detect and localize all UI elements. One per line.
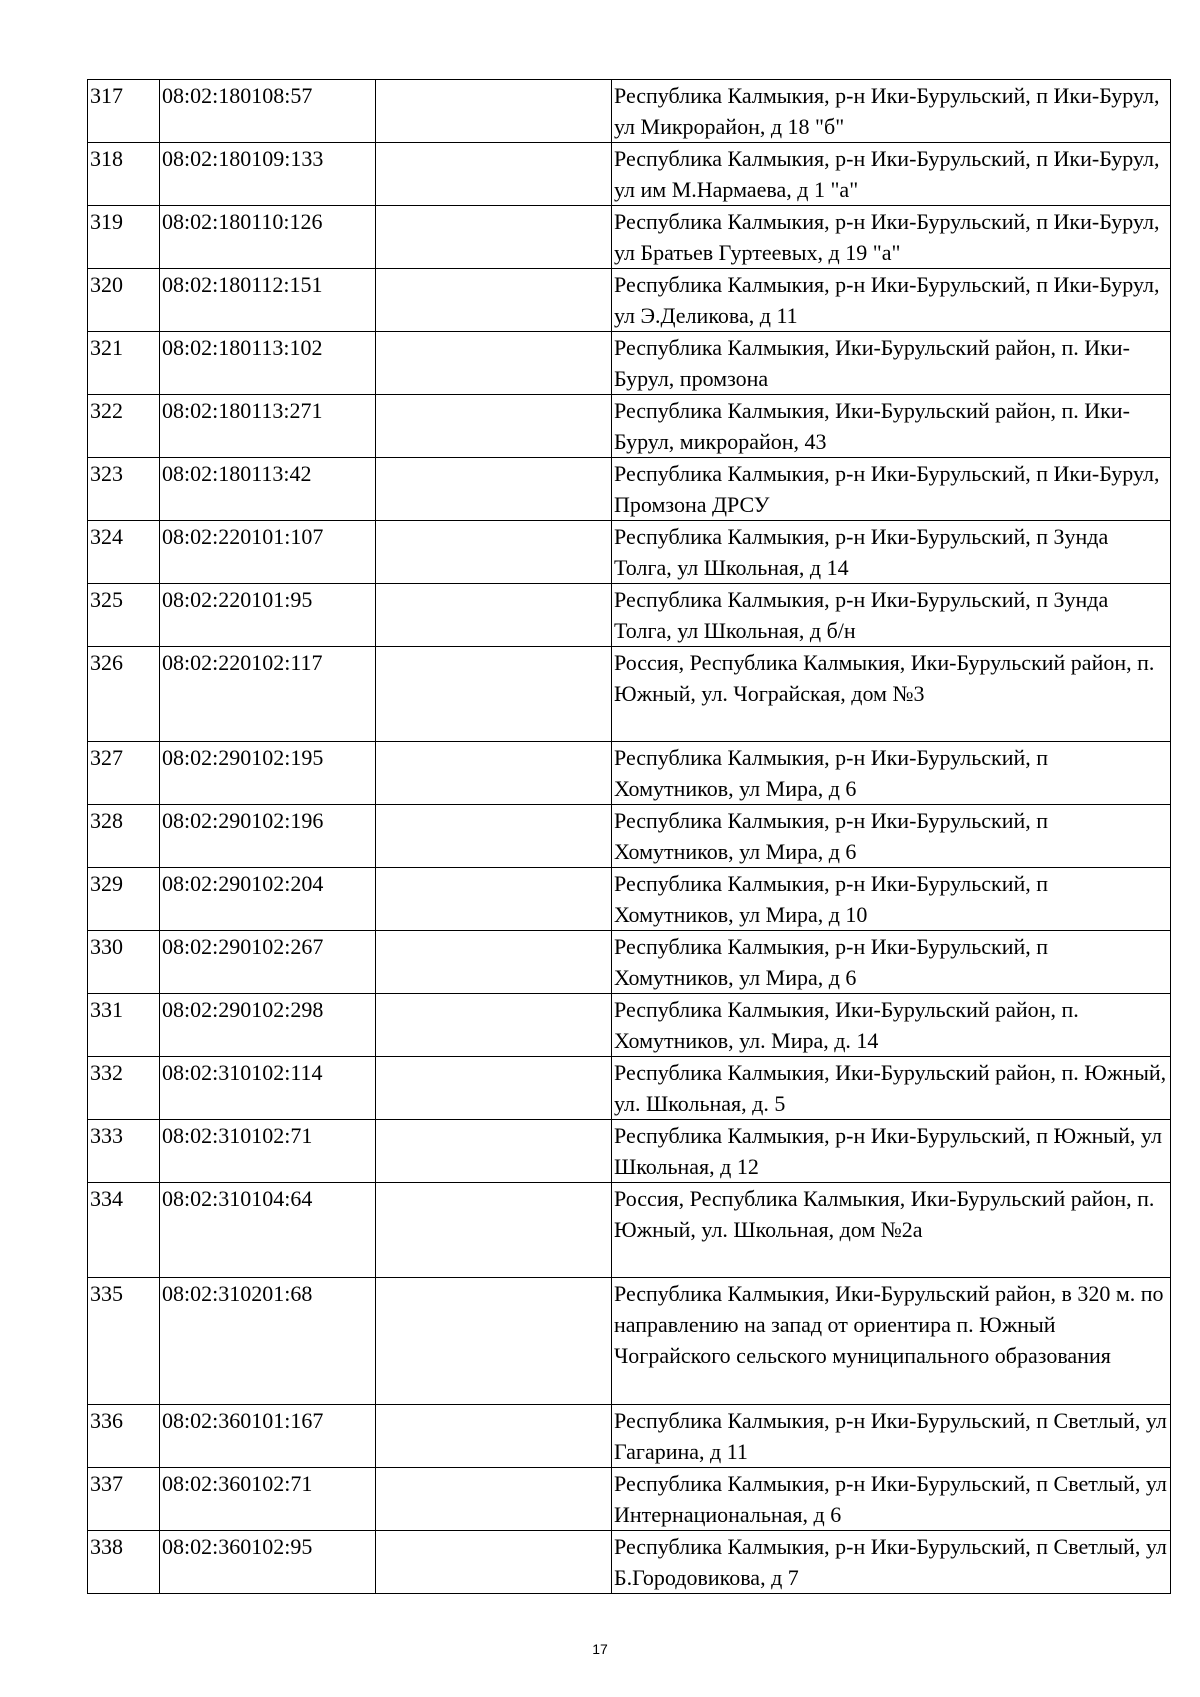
table-row bbox=[88, 80, 1171, 143]
cadastral-number-cell: 08:02:360102:71 bbox=[160, 1468, 376, 1531]
cadastral-number-cell: 08:02:310201:68 bbox=[160, 1278, 376, 1405]
empty-cell bbox=[376, 994, 612, 1057]
row-number-cell: 324 bbox=[88, 521, 160, 584]
table-row bbox=[88, 994, 1171, 1057]
empty-cell bbox=[376, 868, 612, 931]
empty-cell bbox=[376, 931, 612, 994]
row-number-cell: 329 bbox=[88, 868, 160, 931]
table-body bbox=[88, 80, 1171, 1594]
cadastral-number-cell: 08:02:360101:167 bbox=[160, 1405, 376, 1468]
empty-cell bbox=[376, 1531, 612, 1594]
empty-cell bbox=[376, 805, 612, 868]
table-row bbox=[88, 1405, 1171, 1468]
cadastral-number-cell: 08:02:180112:151 bbox=[160, 269, 376, 332]
address-cell: Республика Калмыкия, Ики-Бурульский район, п. Ики-Бурул, микрорайон, 43 bbox=[612, 395, 1171, 458]
cadastral-number-cell: 08:02:360102:95 bbox=[160, 1531, 376, 1594]
row-number-cell: 328 bbox=[88, 805, 160, 868]
row-number-cell: 321 bbox=[88, 332, 160, 395]
cadastral-number-cell: 08:02:180109:133 bbox=[160, 143, 376, 206]
address-cell: Республика Калмыкия, р-н Ики-Бурульский, п Хомутников, ул Мира, д 6 bbox=[612, 805, 1171, 868]
row-number-cell: 323 bbox=[88, 458, 160, 521]
row-number-cell: 336 bbox=[88, 1405, 160, 1468]
table-row bbox=[88, 143, 1171, 206]
address-cell: Республика Калмыкия, Ики-Бурульский район, п. Южный, ул. Школьная, д. 5 bbox=[612, 1057, 1171, 1120]
cadastral-number-cell: 08:02:180113:102 bbox=[160, 332, 376, 395]
address-cell: Республика Калмыкия, Ики-Бурульский район, в 320 м. по направлению на запад от ориентира п. Южный Чограйского сельского муниципального образования bbox=[612, 1278, 1171, 1405]
table-row bbox=[88, 395, 1171, 458]
address-cell: Республика Калмыкия, р-н Ики-Бурульский, п Южный, ул Школьная, д 12 bbox=[612, 1120, 1171, 1183]
empty-cell bbox=[376, 332, 612, 395]
table-row bbox=[88, 647, 1171, 742]
table-row bbox=[88, 1468, 1171, 1531]
address-cell: Республика Калмыкия, р-н Ики-Бурульский, п Хомутников, ул Мира, д 6 bbox=[612, 742, 1171, 805]
table-row bbox=[88, 206, 1171, 269]
property-table bbox=[87, 79, 1171, 1594]
cadastral-number-cell: 08:02:220101:107 bbox=[160, 521, 376, 584]
row-number-cell: 327 bbox=[88, 742, 160, 805]
empty-cell bbox=[376, 458, 612, 521]
row-number-cell: 334 bbox=[88, 1183, 160, 1278]
row-number-cell: 322 bbox=[88, 395, 160, 458]
table-row bbox=[88, 521, 1171, 584]
cadastral-number-cell: 08:02:220102:117 bbox=[160, 647, 376, 742]
row-number-cell: 331 bbox=[88, 994, 160, 1057]
cadastral-number-cell: 08:02:290102:204 bbox=[160, 868, 376, 931]
row-number-cell: 319 bbox=[88, 206, 160, 269]
empty-cell bbox=[376, 1405, 612, 1468]
empty-cell bbox=[376, 1057, 612, 1120]
row-number-cell: 330 bbox=[88, 931, 160, 994]
row-number-cell: 332 bbox=[88, 1057, 160, 1120]
cadastral-number-cell: 08:02:180113:42 bbox=[160, 458, 376, 521]
address-cell: Республика Калмыкия, р-н Ики-Бурульский, п Ики-Бурул, ул Братьев Гуртеевых, д 19 "а" bbox=[612, 206, 1171, 269]
row-number-cell: 318 bbox=[88, 143, 160, 206]
row-number-cell: 325 bbox=[88, 584, 160, 647]
table-row bbox=[88, 1531, 1171, 1594]
table-row bbox=[88, 269, 1171, 332]
cadastral-number-cell: 08:02:220101:95 bbox=[160, 584, 376, 647]
cadastral-number-cell: 08:02:180113:271 bbox=[160, 395, 376, 458]
empty-cell bbox=[376, 1278, 612, 1405]
address-cell: Республика Калмыкия, р-н Ики-Бурульский, п Светлый, ул Интернациональная, д 6 bbox=[612, 1468, 1171, 1531]
cadastral-number-cell: 08:02:310102:114 bbox=[160, 1057, 376, 1120]
empty-cell bbox=[376, 584, 612, 647]
cadastral-number-cell: 08:02:180110:126 bbox=[160, 206, 376, 269]
address-cell: Республика Калмыкия, р-н Ики-Бурульский, п Ики-Бурул, ул Микрорайон, д 18 "б" bbox=[612, 80, 1171, 143]
empty-cell bbox=[376, 269, 612, 332]
address-cell: Республика Калмыкия, р-н Ики-Бурульский, п Зунда Толга, ул Школьная, д 14 bbox=[612, 521, 1171, 584]
address-cell: Республика Калмыкия, р-н Ики-Бурульский, п Светлый, ул Б.Городовикова, д 7 bbox=[612, 1531, 1171, 1594]
address-cell: Республика Калмыкия, р-н Ики-Бурульский, п Хомутников, ул Мира, д 10 bbox=[612, 868, 1171, 931]
empty-cell bbox=[376, 742, 612, 805]
address-cell: Республика Калмыкия, р-н Ики-Бурульский, п Хомутников, ул Мира, д 6 bbox=[612, 931, 1171, 994]
cadastral-number-cell: 08:02:290102:298 bbox=[160, 994, 376, 1057]
empty-cell bbox=[376, 395, 612, 458]
empty-cell bbox=[376, 521, 612, 584]
address-cell: Республика Калмыкия, р-н Ики-Бурульский, п Ики-Бурул, Промзона ДРСУ bbox=[612, 458, 1171, 521]
page-number: 17 bbox=[592, 1641, 608, 1657]
address-cell: Республика Калмыкия, Ики-Бурульский район, п. Ики-Бурул, промзона bbox=[612, 332, 1171, 395]
address-cell: Республика Калмыкия, р-н Ики-Бурульский, п Ики-Бурул, ул им М.Нармаева, д 1 "а" bbox=[612, 143, 1171, 206]
cadastral-number-cell: 08:02:290102:195 bbox=[160, 742, 376, 805]
table-row bbox=[88, 742, 1171, 805]
empty-cell bbox=[376, 647, 612, 742]
empty-cell bbox=[376, 1120, 612, 1183]
cadastral-number-cell: 08:02:310102:71 bbox=[160, 1120, 376, 1183]
table-row bbox=[88, 458, 1171, 521]
row-number-cell: 337 bbox=[88, 1468, 160, 1531]
address-cell: Республика Калмыкия, р-н Ики-Бурульский, п Ики-Бурул, ул Э.Деликова, д 11 bbox=[612, 269, 1171, 332]
address-cell: Россия, Республика Калмыкия, Ики-Бурульский район, п. Южный, ул. Чограйская, дом №3 bbox=[612, 647, 1171, 742]
empty-cell bbox=[376, 143, 612, 206]
table-row bbox=[88, 931, 1171, 994]
table-row bbox=[88, 1183, 1171, 1278]
empty-cell bbox=[376, 80, 612, 143]
address-cell: Россия, Республика Калмыкия, Ики-Бурульский район, п. Южный, ул. Школьная, дом №2а bbox=[612, 1183, 1171, 1278]
empty-cell bbox=[376, 1183, 612, 1278]
table-row bbox=[88, 332, 1171, 395]
address-cell: Республика Калмыкия, р-н Ики-Бурульский, п Светлый, ул Гагарина, д 11 bbox=[612, 1405, 1171, 1468]
cadastral-number-cell: 08:02:290102:196 bbox=[160, 805, 376, 868]
address-cell: Республика Калмыкия, Ики-Бурульский район, п. Хомутников, ул. Мира, д. 14 bbox=[612, 994, 1171, 1057]
table-row bbox=[88, 584, 1171, 647]
empty-cell bbox=[376, 1468, 612, 1531]
table-row bbox=[88, 1057, 1171, 1120]
table-row bbox=[88, 1278, 1171, 1405]
table-row bbox=[88, 868, 1171, 931]
row-number-cell: 326 bbox=[88, 647, 160, 742]
row-number-cell: 320 bbox=[88, 269, 160, 332]
row-number-cell: 317 bbox=[88, 80, 160, 143]
empty-cell bbox=[376, 206, 612, 269]
cadastral-number-cell: 08:02:180108:57 bbox=[160, 80, 376, 143]
cadastral-number-cell: 08:02:310104:64 bbox=[160, 1183, 376, 1278]
row-number-cell: 335 bbox=[88, 1278, 160, 1405]
table-row bbox=[88, 1120, 1171, 1183]
row-number-cell: 338 bbox=[88, 1531, 160, 1594]
table-row bbox=[88, 805, 1171, 868]
row-number-cell: 333 bbox=[88, 1120, 160, 1183]
address-cell: Республика Калмыкия, р-н Ики-Бурульский, п Зунда Толга, ул Школьная, д б/н bbox=[612, 584, 1171, 647]
cadastral-number-cell: 08:02:290102:267 bbox=[160, 931, 376, 994]
